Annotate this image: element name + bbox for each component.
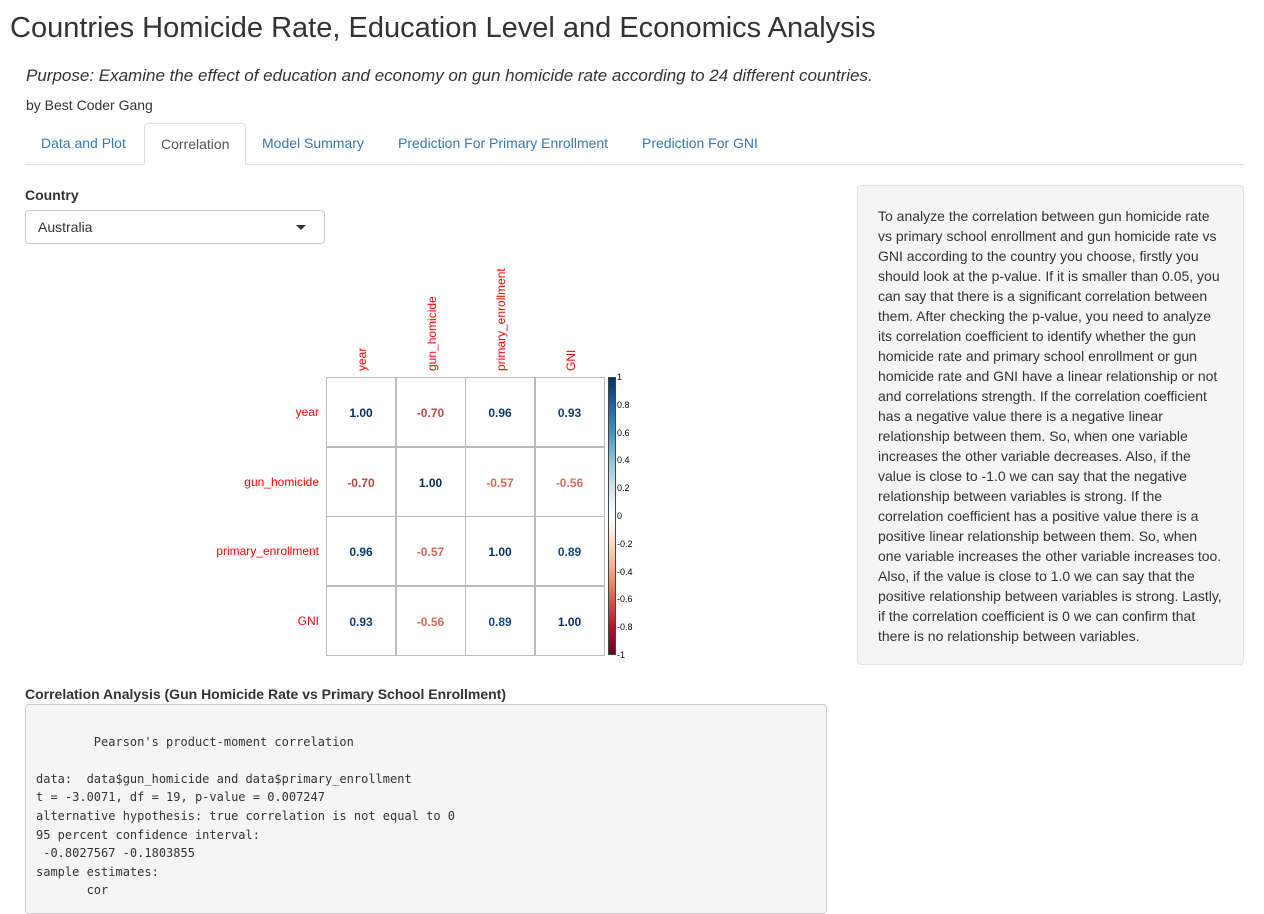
correlation-cell: 0.96 bbox=[326, 516, 396, 586]
correlation-cell: -0.70 bbox=[326, 447, 396, 517]
correlation-cell: -0.70 bbox=[396, 377, 466, 447]
color-bar-tick: 1 bbox=[617, 372, 623, 382]
row-label: primary_enrollment bbox=[216, 544, 319, 558]
column-label: gun_homicide bbox=[424, 296, 439, 371]
column-label: GNI bbox=[563, 349, 578, 371]
correlation-cell: 0.89 bbox=[465, 586, 535, 656]
color-bar bbox=[608, 377, 616, 655]
tab-model-summary[interactable]: Model Summary bbox=[262, 135, 364, 151]
correlation-cell: 0.93 bbox=[535, 377, 605, 447]
analysis-output: Pearson's product-moment correlation data: data$gun_homicide and data$primary_enrollment t = -3.0071, df = 19, p-value = 0.007247 alternative hypothesis: true correlation is not equal to 0 95 percent confidence interval: -0.8027567 -0.1803855 sample estimates: cor bbox=[25, 704, 827, 914]
color-bar-tick: -0.4 bbox=[617, 566, 633, 577]
color-bar-tick: 0.6 bbox=[617, 427, 630, 438]
correlation-cell: -0.56 bbox=[396, 586, 466, 656]
country-select[interactable] bbox=[25, 210, 325, 244]
correlation-cell: 1.00 bbox=[326, 377, 396, 447]
tab-prediction-primary-enrollment[interactable]: Prediction For Primary Enrollment bbox=[398, 135, 609, 151]
column-label: primary_enrollment bbox=[494, 268, 508, 371]
correlation-cell: 1.00 bbox=[396, 447, 466, 517]
color-bar-tick: -0.8 bbox=[617, 622, 633, 633]
column-label: year bbox=[355, 347, 369, 371]
correlation-cell: -0.57 bbox=[465, 447, 535, 517]
row-label: GNI bbox=[297, 613, 319, 628]
correlation-cell: -0.56 bbox=[535, 447, 605, 517]
tab-prediction-gni[interactable]: Prediction For GNI bbox=[642, 135, 758, 151]
color-bar-tick: -0.6 bbox=[617, 594, 633, 605]
purpose-text: Purpose: Examine the effect of education and economy on gun homicide rate according to 24 different countries. bbox=[26, 66, 873, 85]
correlation-cell: 0.96 bbox=[465, 377, 535, 447]
page-title: Countries Homicide Rate, Education Level and Economics Analysis bbox=[10, 12, 876, 44]
color-bar-tick: 0.4 bbox=[617, 455, 630, 466]
tab-data-and-plot[interactable]: Data and Plot bbox=[41, 135, 126, 151]
explanation-panel bbox=[857, 185, 1244, 665]
correlation-cell: 0.89 bbox=[535, 516, 605, 586]
color-bar-tick: -0.2 bbox=[617, 538, 633, 549]
country-select-value: Australia bbox=[38, 219, 93, 235]
correlation-cell: 1.00 bbox=[465, 516, 535, 586]
color-bar-tick: 0 bbox=[617, 511, 623, 521]
color-bar-tick: 0.8 bbox=[617, 399, 630, 410]
explanation-text: To analyze the correlation between gun homicide rate vs primary school enrollment and gun homicide rate vs GNI according to the country you choose, firstly you should look at the p-value. If it is smaller than 0.05, you can say that there is a significant correlation between them. After checking the p-value, you need to analyze its correlation coefficient to identify whether the gun homicide rate and primary school enrollment or gun homicide rate and GNI have a linear relationship or not and correlations strength. If the correlation coefficient has a negative value there is a negative linear relationship between them. So, when one variable increases the other variable decreases. Also, if the value is close to -1.0 we can say that the negative relationship between variables is strong. If the correlation coefficient has a positive value there is a positive linear relationship between them. So, when one variable increases the other variable increases too. Also, if the value is close to 1.0 we can say that the positive relationship between variables is strong. Lastly, if the correlation coefficient is 0 we can confirm that there is no relationship between variables. bbox=[878, 208, 1222, 644]
row-label: gun_homicide bbox=[244, 474, 319, 489]
correlation-cell: 0.93 bbox=[326, 586, 396, 656]
tab-correlation[interactable]: Correlation bbox=[144, 123, 246, 165]
country-label: Country bbox=[25, 187, 79, 203]
color-bar-tick: 0.2 bbox=[617, 483, 630, 494]
analysis-heading: Correlation Analysis (Gun Homicide Rate vs Primary School Enrollment) bbox=[25, 686, 507, 702]
tab-bar bbox=[25, 123, 1244, 165]
row-label: year bbox=[295, 405, 319, 419]
correlation-cell: -0.57 bbox=[396, 516, 466, 586]
byline: by Best Coder Gang bbox=[26, 97, 153, 113]
correlation-cell: 1.00 bbox=[535, 586, 605, 656]
chevron-down-icon bbox=[296, 225, 306, 230]
color-bar-tick: -1 bbox=[617, 650, 626, 660]
